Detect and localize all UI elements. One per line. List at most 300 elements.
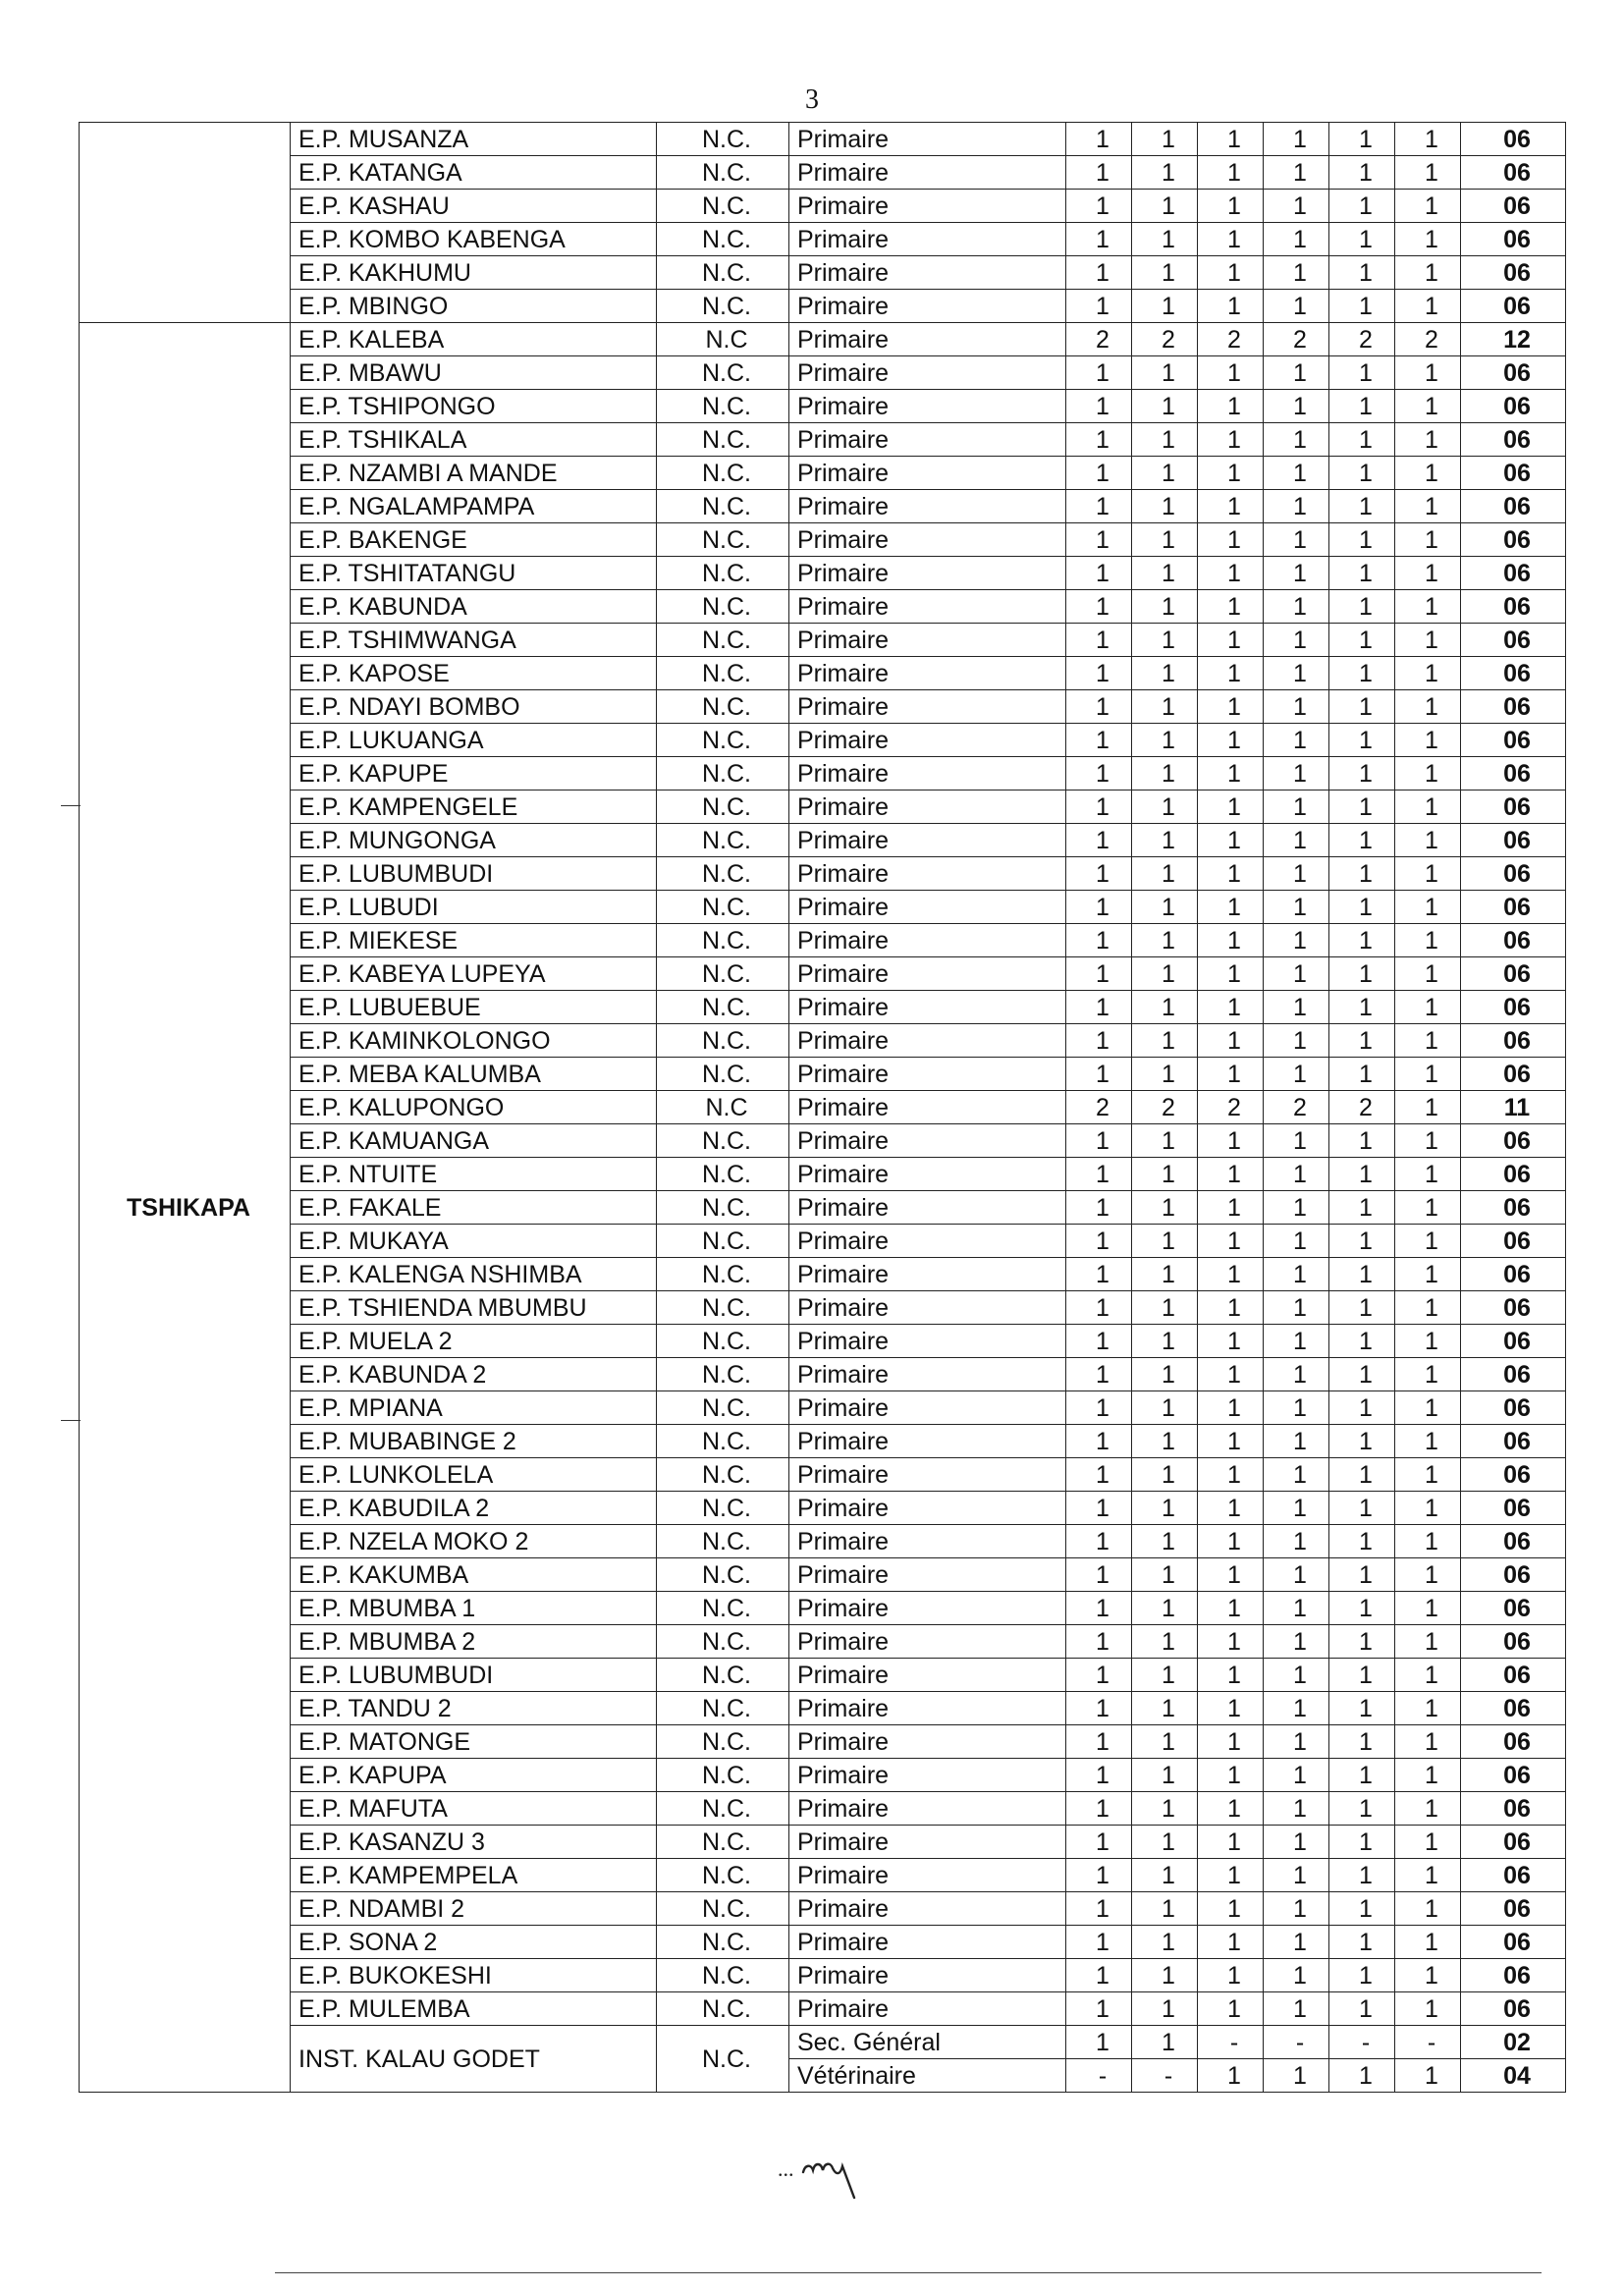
school-name: E.P. MUELA 2	[291, 1325, 657, 1358]
count-cell: 1	[1329, 791, 1395, 824]
count-cell: 1	[1132, 457, 1198, 490]
count-cell: 1	[1395, 356, 1461, 390]
school-name: E.P. KASHAU	[291, 190, 657, 223]
count-cell: 1	[1264, 1792, 1329, 1826]
level-cell: Primaire	[789, 1091, 1066, 1124]
table-row	[80, 1091, 1566, 1124]
count-cell: 1	[1264, 1425, 1329, 1458]
count-cell: 1	[1329, 1124, 1395, 1158]
school-name: E.P. KAMINKOLONGO	[291, 1024, 657, 1058]
count-cell: 1	[1329, 724, 1395, 757]
count-cell: 2	[1132, 1091, 1198, 1124]
count-cell: 1	[1066, 457, 1132, 490]
status-cell: N.C.	[657, 523, 789, 557]
count-cell: 1	[1132, 1158, 1198, 1191]
count-cell: 1	[1395, 190, 1461, 223]
count-cell: 1	[1132, 1358, 1198, 1391]
total-cell: 06	[1461, 924, 1566, 957]
count-cell: 1	[1264, 891, 1329, 924]
count-cell: 1	[1198, 1358, 1264, 1391]
count-cell: 1	[1329, 123, 1395, 156]
status-cell: N.C.	[657, 1692, 789, 1725]
count-cell: 2	[1264, 1091, 1329, 1124]
count-cell: 1	[1132, 1659, 1198, 1692]
count-cell: 1	[1198, 857, 1264, 891]
count-cell: 1	[1066, 991, 1132, 1024]
total-cell: 06	[1461, 757, 1566, 791]
total-cell: 06	[1461, 1625, 1566, 1659]
count-cell: 2	[1066, 1091, 1132, 1124]
count-cell: 1	[1264, 1692, 1329, 1725]
total-cell: 06	[1461, 1191, 1566, 1225]
count-cell: 1	[1132, 857, 1198, 891]
level-cell: Primaire	[789, 657, 1066, 690]
count-cell: 1	[1395, 657, 1461, 690]
status-cell: N.C.	[657, 490, 789, 523]
count-cell: 1	[1329, 1258, 1395, 1291]
count-cell: 1	[1066, 1525, 1132, 1558]
count-cell: 1	[1395, 924, 1461, 957]
count-cell: 1	[1066, 1158, 1132, 1191]
count-cell: 1	[1395, 256, 1461, 290]
total-cell: 06	[1461, 1325, 1566, 1358]
level-cell: Primaire	[789, 256, 1066, 290]
count-cell: 1	[1066, 1892, 1132, 1926]
count-cell: 1	[1198, 1558, 1264, 1592]
table-body	[80, 123, 1566, 2093]
count-cell: 1	[1198, 557, 1264, 590]
total-cell: 06	[1461, 690, 1566, 724]
level-cell: Primaire	[789, 190, 1066, 223]
count-cell: 1	[1132, 590, 1198, 624]
table-row	[80, 791, 1566, 824]
count-cell: 1	[1132, 1826, 1198, 1859]
status-cell: N.C.	[657, 791, 789, 824]
school-name: E.P. KASANZU 3	[291, 1826, 657, 1859]
table-row	[80, 1592, 1566, 1625]
table-row	[80, 1725, 1566, 1759]
count-cell: 2	[1329, 323, 1395, 356]
count-cell: 1	[1198, 1525, 1264, 1558]
status-cell: N.C.	[657, 991, 789, 1024]
schools-table	[79, 122, 1566, 2093]
table-row	[80, 1191, 1566, 1225]
count-cell: 1	[1066, 690, 1132, 724]
count-cell: 1	[1066, 557, 1132, 590]
level-cell: Primaire	[789, 223, 1066, 256]
status-cell: N.C.	[657, 891, 789, 924]
count-cell: 1	[1198, 123, 1264, 156]
count-cell: 1	[1395, 1992, 1461, 2026]
count-cell: 1	[1329, 1625, 1395, 1659]
table-row	[80, 757, 1566, 791]
status-cell: N.C.	[657, 1592, 789, 1625]
school-name: E.P. BUKOKESHI	[291, 1959, 657, 1992]
count-cell: 1	[1329, 1759, 1395, 1792]
total-cell: 06	[1461, 1759, 1566, 1792]
count-cell: 1	[1132, 190, 1198, 223]
count-cell: 1	[1264, 390, 1329, 423]
total-cell: 06	[1461, 857, 1566, 891]
count-cell: 1	[1066, 1458, 1132, 1492]
count-cell: 1	[1264, 256, 1329, 290]
table-row	[80, 1158, 1566, 1191]
school-name: E.P. MATONGE	[291, 1725, 657, 1759]
total-cell: 06	[1461, 957, 1566, 991]
total-cell: 06	[1461, 156, 1566, 190]
school-name: E.P. KAMUANGA	[291, 1124, 657, 1158]
count-cell: 1	[1198, 523, 1264, 557]
count-cell: 1	[1132, 1759, 1198, 1792]
table-row	[80, 857, 1566, 891]
level-cell: Primaire	[789, 1692, 1066, 1725]
count-cell: 1	[1264, 1358, 1329, 1391]
total-cell: 06	[1461, 290, 1566, 323]
table-row	[80, 1358, 1566, 1391]
count-cell: 1	[1329, 1225, 1395, 1258]
table-row	[80, 690, 1566, 724]
count-cell: 2	[1066, 323, 1132, 356]
count-cell: 1	[1264, 1992, 1329, 2026]
level-cell: Primaire	[789, 857, 1066, 891]
count-cell: 1	[1264, 223, 1329, 256]
level-cell: Primaire	[789, 523, 1066, 557]
table-row	[80, 590, 1566, 624]
total-cell: 06	[1461, 791, 1566, 824]
school-name: E.P. KALEBA	[291, 323, 657, 356]
school-name: E.P. MPIANA	[291, 1391, 657, 1425]
count-cell: 1	[1329, 1926, 1395, 1959]
count-cell: 1	[1198, 824, 1264, 857]
table-row	[80, 1124, 1566, 1158]
total-cell: 06	[1461, 1792, 1566, 1826]
count-cell: 1	[1395, 1158, 1461, 1191]
count-cell: 1	[1395, 791, 1461, 824]
status-cell: N.C.	[657, 1225, 789, 1258]
count-cell: 1	[1395, 423, 1461, 457]
count-cell: 1	[1066, 1391, 1132, 1425]
count-cell: 1	[1264, 824, 1329, 857]
count-cell: 1	[1264, 757, 1329, 791]
count-cell: 1	[1198, 1926, 1264, 1959]
count-cell: 1	[1395, 1959, 1461, 1992]
count-cell: 1	[1329, 1859, 1395, 1892]
count-cell: 1	[1198, 1225, 1264, 1258]
count-cell: 1	[1132, 1625, 1198, 1659]
count-cell: 1	[1264, 624, 1329, 657]
level-cell: Primaire	[789, 323, 1066, 356]
count-cell: 1	[1329, 1425, 1395, 1458]
count-cell: 1	[1395, 1659, 1461, 1692]
school-name: E.P. KATANGA	[291, 156, 657, 190]
total-cell: 06	[1461, 1959, 1566, 1992]
count-cell: 1	[1132, 1725, 1198, 1759]
total-cell: 02	[1461, 2026, 1566, 2059]
count-cell: 1	[1329, 423, 1395, 457]
status-cell: N.C.	[657, 857, 789, 891]
count-cell: 1	[1395, 1091, 1461, 1124]
count-cell: 1	[1132, 1458, 1198, 1492]
count-cell: 1	[1264, 657, 1329, 690]
total-cell: 06	[1461, 190, 1566, 223]
table-row	[80, 2026, 1566, 2059]
count-cell: 1	[1395, 1792, 1461, 1826]
count-cell: 1	[1329, 1558, 1395, 1592]
count-cell: 1	[1066, 1225, 1132, 1258]
count-cell: 1	[1264, 523, 1329, 557]
count-cell: 1	[1198, 2059, 1264, 2093]
school-name: E.P. MUSANZA	[291, 123, 657, 156]
status-cell: N.C.	[657, 1558, 789, 1592]
count-cell: 1	[1066, 190, 1132, 223]
level-cell: Primaire	[789, 824, 1066, 857]
count-cell: 1	[1395, 857, 1461, 891]
count-cell: 1	[1395, 724, 1461, 757]
total-cell: 06	[1461, 1225, 1566, 1258]
count-cell: 1	[1198, 891, 1264, 924]
count-cell: 1	[1264, 1926, 1329, 1959]
level-cell: Primaire	[789, 724, 1066, 757]
status-cell: N.C.	[657, 190, 789, 223]
total-cell: 12	[1461, 323, 1566, 356]
level-cell: Primaire	[789, 1625, 1066, 1659]
count-cell: 1	[1395, 1525, 1461, 1558]
count-cell: 1	[1066, 523, 1132, 557]
margin-mark	[61, 805, 81, 806]
count-cell: 1	[1132, 1859, 1198, 1892]
count-cell: 1	[1395, 957, 1461, 991]
school-name: E.P. TSHIKALA	[291, 423, 657, 457]
count-cell: 1	[1198, 1759, 1264, 1792]
school-name: E.P. MUKAYA	[291, 1225, 657, 1258]
count-cell: 1	[1264, 1558, 1329, 1592]
count-cell: 1	[1132, 1492, 1198, 1525]
count-cell: 1	[1066, 757, 1132, 791]
status-cell: N.C.	[657, 1425, 789, 1458]
status-cell: N.C.	[657, 1826, 789, 1859]
count-cell: 1	[1264, 1826, 1329, 1859]
status-cell: N.C.	[657, 924, 789, 957]
count-cell: 1	[1198, 1792, 1264, 1826]
table-row	[80, 1926, 1566, 1959]
count-cell: 1	[1329, 1659, 1395, 1692]
status-cell: N.C.	[657, 1058, 789, 1091]
count-cell: 1	[1264, 1625, 1329, 1659]
count-cell: 1	[1329, 1492, 1395, 1525]
school-name: E.P. TSHIENDA MBUMBU	[291, 1291, 657, 1325]
count-cell: 1	[1132, 2026, 1198, 2059]
total-cell: 04	[1461, 2059, 1566, 2093]
table-row	[80, 490, 1566, 523]
count-cell: 1	[1066, 290, 1132, 323]
total-cell: 06	[1461, 590, 1566, 624]
count-cell: 1	[1329, 223, 1395, 256]
signature	[776, 2147, 893, 2215]
count-cell: 1	[1264, 1158, 1329, 1191]
count-cell: 1	[1329, 991, 1395, 1024]
count-cell: 1	[1132, 523, 1198, 557]
count-cell: 1	[1395, 1225, 1461, 1258]
school-name: E.P. KOMBO KABENGA	[291, 223, 657, 256]
school-name: E.P. MBAWU	[291, 356, 657, 390]
count-cell: 1	[1198, 1158, 1264, 1191]
status-cell: N.C.	[657, 757, 789, 791]
count-cell: 1	[1198, 256, 1264, 290]
level-cell: Primaire	[789, 1558, 1066, 1592]
school-name: E.P. MUNGONGA	[291, 824, 657, 857]
count-cell: 1	[1329, 1892, 1395, 1926]
total-cell: 06	[1461, 256, 1566, 290]
status-cell: N.C.	[657, 957, 789, 991]
count-cell: 1	[1198, 657, 1264, 690]
status-cell: N.C.	[657, 123, 789, 156]
count-cell: 1	[1329, 2059, 1395, 2093]
table-row	[80, 356, 1566, 390]
count-cell: 1	[1132, 924, 1198, 957]
status-cell: N.C.	[657, 1492, 789, 1525]
count-cell: 1	[1066, 657, 1132, 690]
level-cell: Primaire	[789, 1258, 1066, 1291]
count-cell: 1	[1329, 1992, 1395, 2026]
count-cell: 1	[1264, 1592, 1329, 1625]
count-cell: 1	[1132, 1525, 1198, 1558]
empty-district-cell	[80, 123, 291, 323]
school-name: E.P. NDAYI BOMBO	[291, 690, 657, 724]
table-row	[80, 1058, 1566, 1091]
count-cell: 1	[1066, 1258, 1132, 1291]
total-cell: 06	[1461, 657, 1566, 690]
level-cell: Primaire	[789, 690, 1066, 724]
count-cell: 1	[1066, 1959, 1132, 1992]
bottom-rule	[275, 2272, 1542, 2273]
count-cell: 1	[1395, 1458, 1461, 1492]
total-cell: 06	[1461, 1725, 1566, 1759]
status-cell: N.C.	[657, 356, 789, 390]
count-cell: 1	[1066, 123, 1132, 156]
count-cell: 1	[1395, 1191, 1461, 1225]
school-name: E.P. KABUNDA 2	[291, 1358, 657, 1391]
status-cell: N.C.	[657, 690, 789, 724]
level-cell: Primaire	[789, 957, 1066, 991]
total-cell: 06	[1461, 1258, 1566, 1291]
count-cell: -	[1395, 2026, 1461, 2059]
total-cell: 06	[1461, 624, 1566, 657]
count-cell: 1	[1066, 1659, 1132, 1692]
count-cell: 1	[1264, 423, 1329, 457]
count-cell: 1	[1264, 1458, 1329, 1492]
count-cell: 1	[1329, 1024, 1395, 1058]
count-cell: 1	[1329, 557, 1395, 590]
count-cell: 1	[1198, 390, 1264, 423]
school-name: E.P. MEBA KALUMBA	[291, 1058, 657, 1091]
total-cell: 06	[1461, 1024, 1566, 1058]
table-row	[80, 156, 1566, 190]
count-cell: 1	[1395, 1926, 1461, 1959]
count-cell: 1	[1198, 423, 1264, 457]
school-name: INST. KALAU GODET	[291, 2026, 657, 2093]
table-row	[80, 223, 1566, 256]
count-cell: 1	[1066, 724, 1132, 757]
status-cell: N.C.	[657, 1024, 789, 1058]
count-cell: 1	[1066, 1926, 1132, 1959]
total-cell: 06	[1461, 1458, 1566, 1492]
total-cell: 06	[1461, 824, 1566, 857]
count-cell: 1	[1395, 1258, 1461, 1291]
level-cell: Primaire	[789, 1725, 1066, 1759]
level-cell: Primaire	[789, 1826, 1066, 1859]
count-cell: 1	[1329, 1826, 1395, 1859]
level-cell: Primaire	[789, 1425, 1066, 1458]
count-cell: 1	[1395, 1759, 1461, 1792]
count-cell: 1	[1066, 156, 1132, 190]
table-row	[80, 1558, 1566, 1592]
school-name: E.P. KAPOSE	[291, 657, 657, 690]
count-cell: 1	[1264, 1024, 1329, 1058]
count-cell: 1	[1132, 991, 1198, 1024]
school-name: E.P. NGALAMPAMPA	[291, 490, 657, 523]
status-cell: N.C.	[657, 1358, 789, 1391]
district-cell: TSHIKAPA	[80, 323, 291, 2093]
count-cell: 1	[1395, 1058, 1461, 1091]
count-cell: 1	[1395, 590, 1461, 624]
level-cell: Primaire	[789, 290, 1066, 323]
count-cell: 1	[1395, 824, 1461, 857]
count-cell: 1	[1264, 590, 1329, 624]
count-cell: 1	[1132, 1992, 1198, 2026]
table-row	[80, 1225, 1566, 1258]
count-cell: 1	[1066, 356, 1132, 390]
count-cell: 1	[1329, 624, 1395, 657]
status-cell: N.C.	[657, 390, 789, 423]
total-cell: 06	[1461, 1391, 1566, 1425]
status-cell: N.C.	[657, 1458, 789, 1492]
table-row	[80, 423, 1566, 457]
count-cell: 1	[1395, 1492, 1461, 1525]
count-cell: 2	[1198, 323, 1264, 356]
count-cell: 1	[1066, 1291, 1132, 1325]
level-cell: Primaire	[789, 924, 1066, 957]
count-cell: 1	[1066, 1558, 1132, 1592]
count-cell: 1	[1264, 1892, 1329, 1926]
count-cell: 1	[1198, 1458, 1264, 1492]
table-row	[80, 991, 1566, 1024]
count-cell: 1	[1395, 624, 1461, 657]
count-cell: 1	[1198, 924, 1264, 957]
count-cell: 1	[1198, 957, 1264, 991]
status-cell: N.C.	[657, 1792, 789, 1826]
school-name: E.P. MBUMBA 2	[291, 1625, 657, 1659]
school-name: E.P. SONA 2	[291, 1926, 657, 1959]
status-cell: N.C.	[657, 423, 789, 457]
count-cell: 1	[1132, 724, 1198, 757]
school-name: E.P. MUBABINGE 2	[291, 1425, 657, 1458]
count-cell: 1	[1329, 390, 1395, 423]
count-cell: 1	[1198, 1058, 1264, 1091]
status-cell: N.C.	[657, 1959, 789, 1992]
count-cell: 1	[1395, 457, 1461, 490]
level-cell: Primaire	[789, 1058, 1066, 1091]
table-row	[80, 1291, 1566, 1325]
count-cell: 1	[1329, 1725, 1395, 1759]
total-cell: 06	[1461, 223, 1566, 256]
count-cell: -	[1198, 2026, 1264, 2059]
level-cell: Primaire	[789, 156, 1066, 190]
count-cell: 1	[1132, 557, 1198, 590]
school-name: E.P. LUBUMBUDI	[291, 857, 657, 891]
count-cell: 1	[1132, 1291, 1198, 1325]
count-cell: 1	[1329, 957, 1395, 991]
level-cell: Primaire	[789, 1892, 1066, 1926]
